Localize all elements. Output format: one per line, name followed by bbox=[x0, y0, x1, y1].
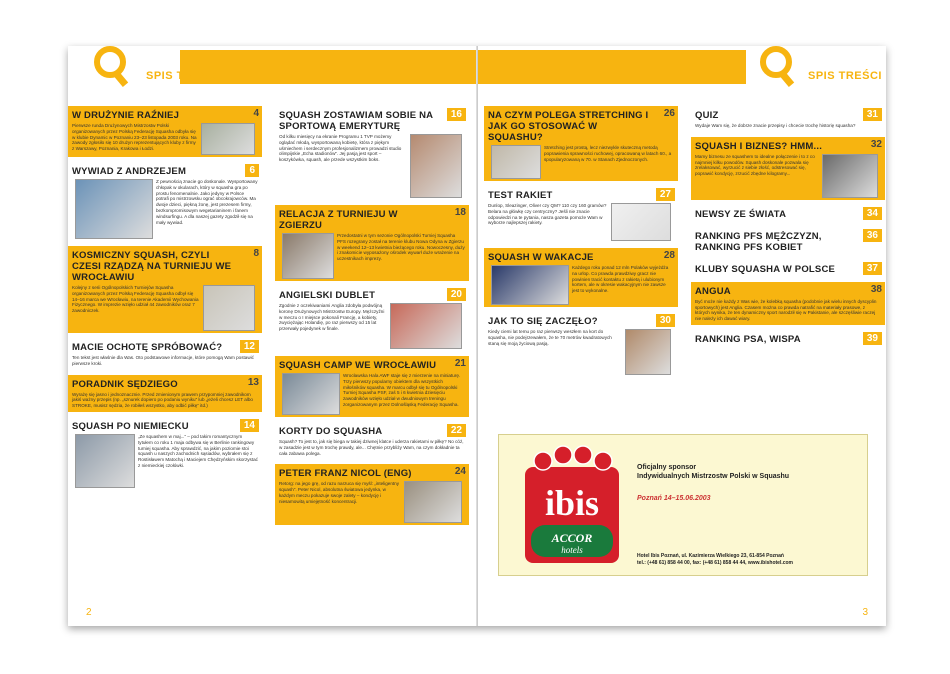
toc-entry[interactable] bbox=[484, 186, 678, 243]
toc-entry-title: JAK TO SIĘ ZACZĘŁO? bbox=[488, 316, 598, 327]
hotel-contact: Hotel Ibis Poznań, ul. Kazimierza Wielkiego 23, 61-854 Poznań tel.: (+48 61) 858 44 00, fax: (+48 61) 858 44 44, www.ibishotel.com bbox=[637, 553, 794, 566]
summary-text: Retorg: na jego grę, od razu narzuca się myśl: „inteligentny squash”. Peter Nicol, absolutna światowa jedynka, w każdym meczu pokazuje swoje zalety – kondycję i niesamowitą umiejętność koncentracji. bbox=[279, 481, 400, 504]
toc-page-number: 18 bbox=[454, 207, 466, 218]
toc-entry-title: ANGUA bbox=[695, 285, 731, 297]
toc-entry-title: W DRUŻYNIE RAŹNIEJ bbox=[72, 110, 180, 121]
toc-entry-summary bbox=[68, 392, 262, 412]
summary-text: Mamy biznesu ze squashem to idealne połączenie i to z co najmniej kilku powodów. Squash doskonale pozwala się zrelaksować, wyrzucić z siebie złość, odstresować się, poprawić kondycję, zrzucić zbędne kilogramy... bbox=[695, 153, 815, 177]
toc-entry-title: KOSMICZNY SQUASH, CZYLI CZESI RZĄDZĄ NA TURNIEJU WE WROCŁAWIU bbox=[72, 250, 232, 283]
toc-page-number: 37 bbox=[863, 262, 882, 275]
toc-entry-summary bbox=[275, 233, 469, 265]
toc-entry[interactable] bbox=[691, 137, 885, 200]
summary-text: Squash? To jest to, jak się biega w takiej dziwnej klatce i uderza rakietami w piłkę? No cóż, w zasadzie jest w tym trochę prawdy, ale... Chętnie przybliży Wam, na czym dokładnie ta cała zabawa polega. bbox=[279, 439, 464, 456]
toc-entry-title: PETER FRANZ NICOL (ENG) bbox=[279, 468, 412, 480]
left-page bbox=[68, 46, 477, 626]
summary-text: Być może nie każdy z Was wie, że kolebką squasha (podobnie jak wielu innych dyscyplin sportowych) jest Anglia. Czasem można co prawda natrafić na materiały prasowe, z których wynika, że ten dynamiczny sport narodził się w Pakistanie, ale szczęśliwie raczej nie należy ich dawać wiary. bbox=[695, 298, 877, 322]
toc-page-number: 22 bbox=[447, 424, 466, 437]
toc-entry-title: ANGIELSKI DUBLET bbox=[279, 290, 376, 301]
toc-entry[interactable] bbox=[68, 417, 262, 490]
toc-entry[interactable] bbox=[275, 464, 469, 525]
toc-entry-title: RANKING PFS MĘŻCZYZN, RANKING PFS KOBIET bbox=[695, 230, 822, 253]
toc-entry-summary bbox=[484, 203, 678, 229]
left-column-1 bbox=[68, 106, 262, 616]
summary-text: Pierwsze runda Drużynowych Mistrzostw Polski organizowanych przez Polską Federację Squasha odbyła się w klubie Dynamic w Poznaniu 23–23 listopada 2003 roku. Na zawody zgłosiło się 10 drużyn reprezentujących kluby z firmy z Warszawy, Poznania, Krakowa i Łodzi. bbox=[72, 123, 197, 152]
toc-entry-title: WYWIAD Z ANDRZEJEM bbox=[72, 166, 187, 177]
right-page bbox=[477, 46, 886, 626]
toc-entry-title: KORTY DO SQUASHA bbox=[279, 426, 383, 437]
article-photo bbox=[203, 285, 255, 331]
toc-entry-summary bbox=[68, 355, 262, 370]
toc-entry-summary bbox=[691, 123, 885, 132]
toc-page-number: 30 bbox=[656, 314, 675, 327]
toc-entry-title: SQUASH W WAKACJE bbox=[488, 252, 594, 263]
toc-page-number: 16 bbox=[447, 108, 466, 121]
toc-entry-summary bbox=[275, 373, 469, 411]
toc-entry-title: RANKING PSA, WISPA bbox=[695, 333, 801, 345]
page-number-left: 2 bbox=[86, 607, 92, 618]
summary-text: Każdego roku ponad 12 mln Polaków wyjeżdża na urlop. Co prawda prawdziwy gracz nie powinien tracić kontaktu z rakietą i ulubionym kortem, ale w okresie wakacyjnym nie zawsze jest to wykonalne. bbox=[572, 265, 669, 294]
toc-entry-title: SQUASH I BIZNES? HMM... bbox=[695, 140, 823, 152]
toc-entry-title: QUIZ bbox=[695, 110, 719, 121]
toc-entry-summary bbox=[484, 329, 678, 349]
toc-entry-title: TEST RAKIET bbox=[488, 190, 553, 201]
sponsor-text: Oficjalny sponsor Indywidualnych Mistrzostw Polski w Squashu bbox=[637, 464, 790, 480]
summary-text: Wrocławska Hala AWF staje się z mierzenie na miniaturę. Trzy pierwszy popularny obiektem dla wszystkich miłośników squasha. W marcu odbył się tu Ogólnopolski Turniej Squasha PSF, zaś 5 i 6 kwietnia dziesięciu zawodników wzięło udział w dwudniowym treningu zorganizowanym przez Dolnośląską Federację Squasha. bbox=[343, 373, 461, 407]
article-photo bbox=[491, 145, 541, 179]
toc-entry-title: NA CZYM POLEGA STRETCHING I JAK GO STOSOWAĆ W SQUASHU? bbox=[488, 110, 649, 143]
article-photo bbox=[282, 373, 340, 415]
magnifier-logo-icon bbox=[756, 46, 800, 88]
toc-entry[interactable] bbox=[68, 375, 262, 412]
toc-entry[interactable] bbox=[484, 312, 678, 377]
toc-page-number: 6 bbox=[245, 164, 259, 177]
ibis-advertisement bbox=[498, 434, 868, 576]
toc-entry[interactable] bbox=[691, 205, 885, 222]
toc-entry[interactable] bbox=[275, 106, 469, 200]
toc-page-number: 38 bbox=[870, 283, 882, 295]
article-photo bbox=[625, 329, 671, 375]
toc-entry[interactable] bbox=[691, 260, 885, 277]
page-number-right: 3 bbox=[862, 607, 868, 618]
summary-text: Kiedy ciemi lat temu po raz pierwszy weszłem na kort do squasha, nie podejrzewałem, że te 70 metrów kwadratowych staną się moją życiową pasją. bbox=[488, 329, 612, 346]
toc-entry[interactable] bbox=[484, 248, 678, 307]
toc-entry-summary bbox=[691, 154, 885, 180]
summary-text: Wyrażę się jasno i jednoznacznie. Przed zmienionym prawem przypomniej zawodnikom jakiś ważny przepis (np. „sznurek dopiero po podaniu wyniku” lub „jeżeli chcesz LET albo STROKE, musisz sędzia, że robiłeś wszystko, aby odbić piłkę” itd.) bbox=[72, 391, 253, 409]
article-photo bbox=[390, 303, 462, 349]
toc-entry[interactable] bbox=[691, 227, 885, 255]
summary-text: Kolejny z serii Ogólnopolskich Turniejów Squasha organizowanych przez Polską Federację Squasha odbył się 14–16 marca we Wrocławiu, na terenie Akademii Wychowania Fizycznego. W imprezie wzięło udział 44 zawodników oraz 7 zawodniczek. bbox=[72, 285, 199, 314]
toc-entry[interactable] bbox=[275, 356, 469, 417]
article-photo bbox=[491, 265, 569, 305]
toc-entry-title: MACIE OCHOTĘ SPRÓBOWAĆ? bbox=[72, 342, 223, 353]
toc-entry-summary bbox=[68, 434, 262, 472]
toc-page-number: 31 bbox=[863, 108, 882, 121]
toc-page-number: 34 bbox=[863, 207, 882, 220]
toc-page-number: 14 bbox=[240, 419, 259, 432]
toc-entry[interactable] bbox=[691, 330, 885, 347]
toc-entry[interactable] bbox=[68, 162, 262, 241]
toc-entry-summary bbox=[68, 179, 262, 228]
toc-entry-title: SQUASH CAMP WE WROCŁAWIU bbox=[279, 360, 437, 371]
summary-text: Ten tekst jest właśnie dla Was. Oto podstawowe informacje, które pomogą Wam postawić pierwsze kroki. bbox=[72, 355, 254, 366]
toc-title: SPIS TREŚCI bbox=[808, 70, 882, 82]
left-column-2 bbox=[275, 106, 469, 616]
article-photo bbox=[282, 233, 334, 279]
toc-entry-summary bbox=[68, 123, 262, 155]
toc-page-number: 32 bbox=[870, 138, 882, 150]
article-photo bbox=[822, 154, 878, 198]
toc-entry-title: NEWSY ZE ŚWIATA bbox=[695, 208, 787, 220]
summary-text: „Ze squashem w maj...” – pod takim romantycznym tytułem co roku 1 maja odbywa się w Berlinie rankingowy turniej squasha. Aby sprawdzić, na jakim poziomie stoi squash u naszych zachodnich sąsiadów, wybrałem się z Rostisławem Matochą i Maciejem Chędzyńskim skorzystać z niemieckiej czołówki. bbox=[138, 433, 258, 468]
toc-page-number: 28 bbox=[663, 250, 675, 261]
toc-page-number: 20 bbox=[447, 288, 466, 301]
accor-wordmark: ACCOR bbox=[551, 531, 593, 545]
magnifier-logo-icon bbox=[90, 46, 134, 88]
summary-text: Zgodnie z oczekiwaniami Anglia zdobyła podwójną koronę Drużynowych Mistrzostw Europy. Mężczyźni w meczu o I miejsce pokonali Francję, a kobiety, zwyciężając Holandię, po raz pierwszy od 15 lat przerwały pojedynek w finale. bbox=[279, 303, 385, 332]
header-bar bbox=[478, 50, 746, 84]
summary-text: Stretching jest prostą, lecz niezwykle skuteczną metodą poprawienia sprawności ruchowej, opracowaną w latach 60., a spopularyzowaną w 70. w Stanach Zjednoczonych. bbox=[544, 145, 672, 162]
header-bar bbox=[180, 50, 476, 84]
toc-entry[interactable] bbox=[68, 106, 262, 157]
summary-text: Z pewnością znacie go doskonale. Wysportowany chłopak w okularach, który w squasha gra po prostu fenomenalnie. Jako jedyny w Polsce potrafi po mistrzowsku ograć obcokrajowców. Ma dwoje dzieci, piękną żonę, jest prezesem firmy, bezkompromisowym wegetarianinem i fanem windsurfingu. A dla naszej gazety zgodził się na mały wywiad. bbox=[156, 179, 258, 225]
toc-entry[interactable] bbox=[275, 422, 469, 459]
toc-page-number: 13 bbox=[247, 376, 259, 388]
summary-text: Przedostatni w tym sezonie Ogólnopolski Turniej Squasha PFS rozegrany został na terenie klubu Nowa Odyna w Zgierzu w weekend 12–13 kwietnia bieżącego roku. Nowoczesny, duży i znakomicie wyposażony ośrodek wywarł duże wrażenie na uczestnikach imprezy. bbox=[337, 233, 465, 262]
summary-text: Wydaje Wam się, że dobrze znacie przepisy i chcecie trochę historię squasha? bbox=[695, 123, 856, 128]
toc-entry-summary bbox=[275, 134, 469, 166]
toc-entry-summary bbox=[275, 303, 469, 335]
toc-page-number: 36 bbox=[863, 229, 882, 242]
article-photo bbox=[75, 434, 135, 488]
event-dates: Poznań 14–15.06.2003 bbox=[637, 495, 711, 502]
toc-entry-summary bbox=[484, 145, 678, 165]
article-photo bbox=[404, 481, 462, 523]
toc-entry[interactable] bbox=[68, 338, 262, 370]
toc-page-number: 8 bbox=[253, 248, 259, 259]
hotels-wordmark: hotels bbox=[561, 545, 583, 555]
ibis-wordmark: ibis bbox=[544, 483, 600, 523]
toc-page-number: 27 bbox=[656, 188, 675, 201]
toc-page-number: 4 bbox=[253, 108, 259, 119]
toc-entry-summary bbox=[68, 285, 262, 317]
toc-entry[interactable] bbox=[275, 205, 469, 281]
toc-page-number: 26 bbox=[663, 108, 675, 119]
article-photo bbox=[201, 123, 255, 155]
toc-entry-title: SQUASH ZOSTAWIAM SOBIE NA SPORTOWĄ EMERYTURĘ bbox=[279, 110, 433, 132]
toc-entry-summary bbox=[275, 481, 469, 507]
toc-entry[interactable] bbox=[691, 106, 885, 132]
toc-entry[interactable] bbox=[484, 106, 678, 181]
toc-page-number: 39 bbox=[863, 332, 882, 345]
magazine-spread bbox=[68, 46, 886, 626]
summary-text: Dunlop, Sleazinger, Oliver czy QM? 110 czy 160 gramów? Belara na główkę czy centryczny? Jeśli nie znacie odpowiedzi na te pytania, nasza gazeta pomoże Wam w wyborze najlepszej rakiety. bbox=[488, 203, 607, 226]
toc-entry-summary bbox=[484, 265, 678, 297]
toc-entry[interactable] bbox=[68, 246, 262, 333]
toc-entry-title: KLUBY SQUASHA W POLSCE bbox=[695, 263, 836, 275]
summary-text: Od kilku miesięcy na ekranie Programu 1 TVP możemy oglądać młodą, wysportowaną kobietę, która z piękym uśmiechem i serdecznym profesjonalizmem prowadzi studio olimpijskie „Echa stadionów”. Jej pasją jest sport – koszykówka, squash, ale przede wszystkim boks. bbox=[279, 134, 402, 163]
toc-entry-summary bbox=[691, 299, 885, 325]
toc-entry[interactable] bbox=[275, 286, 469, 351]
article-photo bbox=[410, 134, 462, 198]
toc-entry[interactable] bbox=[691, 282, 885, 325]
article-photo bbox=[611, 203, 671, 241]
toc-entry-title: SQUASH PO NIEMIECKU bbox=[72, 420, 189, 432]
toc-page-number: 21 bbox=[454, 358, 466, 369]
toc-entry-title: PORADNIK SĘDZIEGO bbox=[72, 378, 178, 390]
toc-page-number: 24 bbox=[454, 466, 466, 478]
ibis-logo bbox=[517, 445, 627, 567]
toc-entry-summary bbox=[275, 439, 469, 459]
article-photo bbox=[75, 179, 153, 239]
toc-page-number: 12 bbox=[240, 340, 259, 353]
toc-entry-title: RELACJA Z TURNIEJU W ZGIERZU bbox=[279, 209, 398, 231]
toc-title: SPIS TREŚCI bbox=[146, 70, 220, 82]
